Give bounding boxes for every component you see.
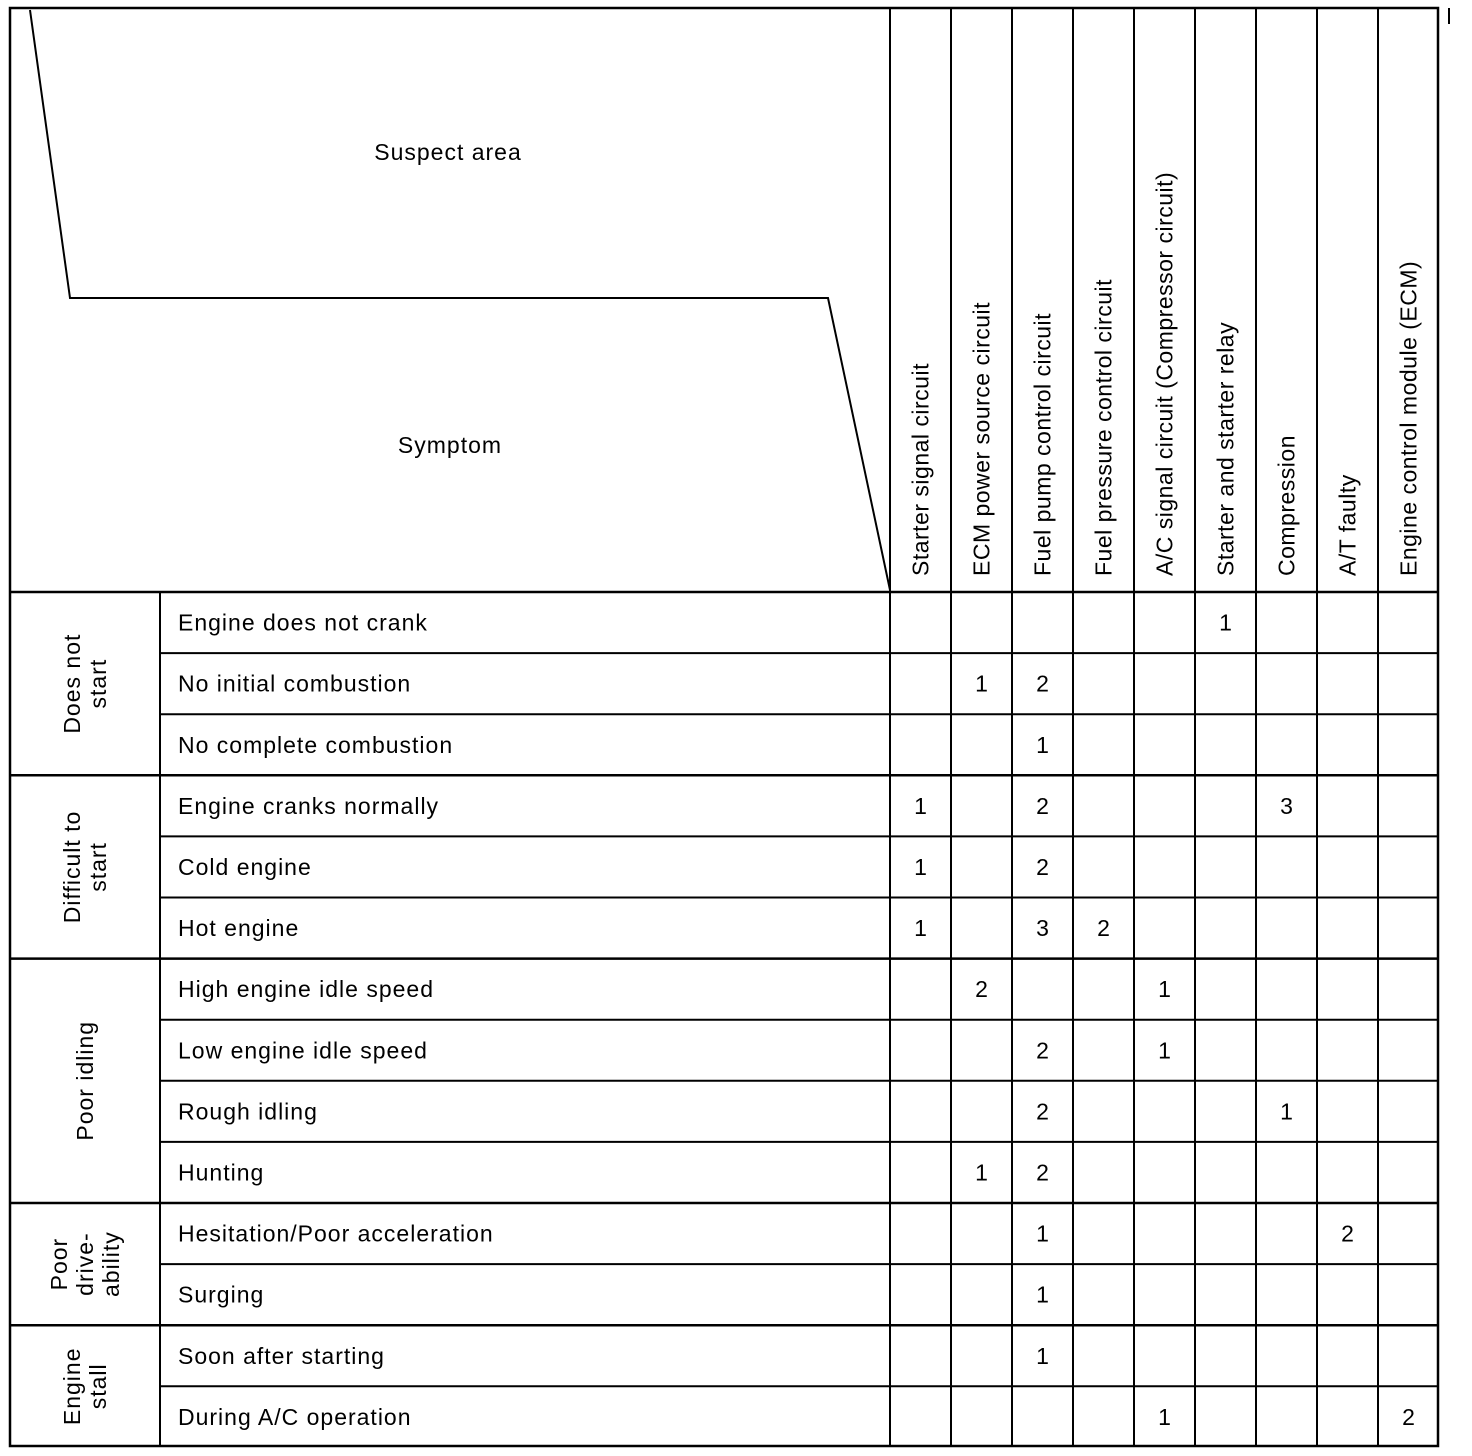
- column-header: A/C signal circuit (Compressor circuit): [1151, 171, 1178, 576]
- table-row: [178, 1221, 1354, 1247]
- priority-value: 2: [1402, 1403, 1415, 1430]
- priority-value: 2: [1036, 670, 1049, 697]
- symptom-cell: No complete combustion: [178, 731, 454, 758]
- priority-value: 1: [1036, 1342, 1049, 1369]
- table-row: [178, 671, 1049, 697]
- symptom-cell: Low engine idle speed: [178, 1037, 428, 1064]
- table-row: [178, 1343, 1049, 1369]
- priority-value: 1: [914, 792, 927, 819]
- priority-value: 1: [1158, 1037, 1171, 1064]
- column-header: ECM power source circuit: [968, 301, 995, 576]
- table-row: [178, 732, 1049, 758]
- priority-value: 1: [914, 915, 927, 942]
- column-header: Engine control module (ECM): [1395, 260, 1422, 576]
- column-header: Starter and starter relay: [1212, 321, 1239, 576]
- column-header: Compression: [1273, 435, 1300, 576]
- table-row: [178, 976, 1171, 1002]
- symptom-cell: Engine does not crank: [178, 609, 428, 636]
- table-row: [178, 1098, 1293, 1124]
- table-row: [178, 1282, 1049, 1308]
- table-row: [178, 1037, 1171, 1063]
- table-row: [178, 1404, 1415, 1430]
- column-header: Fuel pump control circuit: [1029, 312, 1056, 576]
- priority-value: 1: [975, 1159, 988, 1186]
- priority-value: 1: [975, 670, 988, 697]
- column-headers: [908, 172, 1422, 576]
- symptom-cell: Rough idling: [178, 1098, 318, 1125]
- priority-value: 2: [1036, 1037, 1049, 1064]
- priority-value: 2: [1036, 1159, 1049, 1186]
- priority-value: 2: [975, 976, 988, 1003]
- symptom-cell: Hot engine: [178, 915, 300, 942]
- column-header: Fuel pressure control circuit: [1090, 279, 1117, 576]
- symptom-cell: Hesitation/Poor acceleration: [178, 1220, 494, 1247]
- symptom-cell: Surging: [178, 1281, 265, 1308]
- symptom-label: Symptom: [397, 432, 503, 458]
- symptom-cell: Engine cranks normally: [178, 792, 440, 819]
- symptom-cell: During A/C operation: [178, 1403, 412, 1430]
- priority-value: 3: [1280, 792, 1293, 819]
- table-row: [178, 915, 1110, 941]
- priority-value: 2: [1097, 915, 1110, 942]
- group-label: Difficult tostart: [59, 810, 111, 924]
- symptom-cell: No initial combustion: [178, 670, 412, 697]
- table-row: [178, 854, 1049, 880]
- column-header: A/T faulty: [1334, 474, 1361, 576]
- column-header: Starter signal circuit: [907, 363, 934, 576]
- symptom-cell: Soon after starting: [178, 1342, 385, 1369]
- priority-value: 1: [1036, 1281, 1049, 1308]
- group-label: Poordrive-ability: [46, 1231, 124, 1298]
- priority-value: 1: [1219, 609, 1232, 636]
- suspect-area-label: Suspect area: [374, 139, 522, 165]
- priority-value: 1: [1280, 1098, 1293, 1125]
- table-row: [178, 793, 1293, 819]
- group-label: Enginestall: [59, 1347, 111, 1426]
- table-row: [178, 1159, 1049, 1185]
- priority-value: 2: [1341, 1220, 1354, 1247]
- priority-value: 1: [1158, 976, 1171, 1003]
- priority-value: 1: [1158, 1403, 1171, 1430]
- priority-value: 1: [914, 853, 927, 880]
- priority-value: 2: [1036, 853, 1049, 880]
- group-label: Poor idling: [72, 1020, 98, 1141]
- symptom-cell: Cold engine: [178, 853, 312, 880]
- priority-value: 1: [1036, 731, 1049, 758]
- priority-value: 2: [1036, 1098, 1049, 1125]
- priority-value: 1: [1036, 1220, 1049, 1247]
- priority-value: 2: [1036, 792, 1049, 819]
- priority-value: 3: [1036, 915, 1049, 942]
- symptom-cell: Hunting: [178, 1159, 265, 1186]
- group-label: Does notstart: [59, 633, 111, 734]
- symptom-cell: High engine idle speed: [178, 976, 435, 1003]
- group-labels: [46, 634, 124, 1425]
